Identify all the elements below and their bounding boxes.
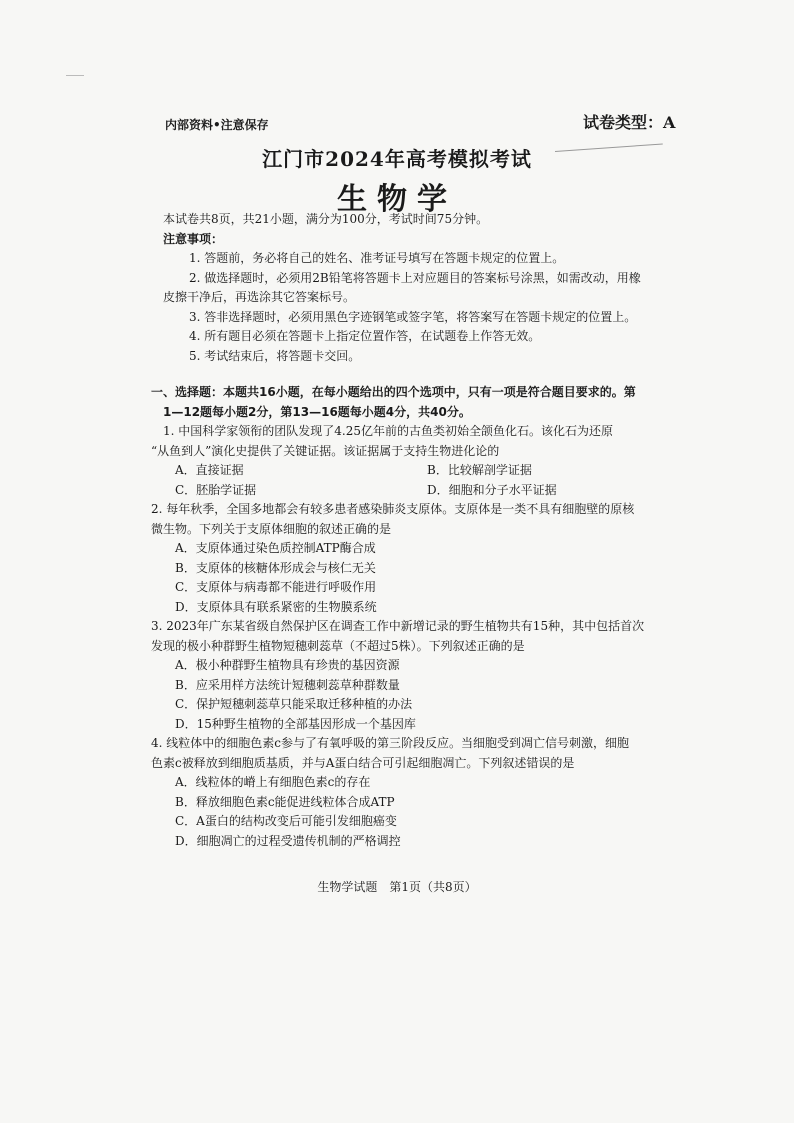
- option-b[interactable]: B．支原体的核糖体形成会与核仁无关: [175, 560, 376, 575]
- question-1: [151, 422, 683, 500]
- scan-artifact-line: [66, 75, 84, 76]
- notice-item: 1. 答题前，务必将自己的姓名、准考证号填写在答题卡规定的位置上。: [189, 251, 565, 265]
- option-d[interactable]: D．支原体具有联系紧密的生物膜系统: [175, 599, 377, 614]
- option-c[interactable]: C．A蛋白的结构改变后可能引发细胞癌变: [175, 814, 397, 828]
- exam-title: 江门市2024年高考模拟考试: [262, 147, 532, 171]
- option-a[interactable]: A．极小种群野生植物具有珍贵的基因资源: [175, 658, 400, 672]
- notice-item: 皮擦干净后，再选涂其它答案标号。: [163, 290, 356, 304]
- section-heading: 1—12题每小题2分，第13—16题每小题4分，共40分。: [163, 404, 471, 419]
- page-footer: 生物学试题 第1页（共8页）: [317, 880, 477, 894]
- notice-item: 3. 答非选择题时，必须用黑色字迹钢笔或签字笔，将答案写在答题卡规定的位置上。: [189, 309, 637, 324]
- question-stem: 2. 每年秋季，全国多地都会有较多患者感染肺炎支原体。支原体是一类不具有细胞壁的原核: [151, 502, 635, 516]
- section-heading: 一、选择题：本题共16小题，在每小题给出的四个选项中，只有一项是符合题目要求的。第: [151, 385, 636, 399]
- option-a[interactable]: A．支原体通过染色质控制ATP酶合成: [175, 541, 376, 555]
- paper-type: 试卷类型：A: [583, 113, 676, 132]
- question-stem: 微生物。下列关于支原体细胞的叙述正确的是: [151, 521, 392, 536]
- option-a[interactable]: A．直接证据: [175, 463, 244, 477]
- option-d[interactable]: D．细胞和分子水平证据: [427, 482, 557, 497]
- question-stem: 3. 2023年广东某省级自然保护区在调查工作中新增记录的野生植物共有15种，其中包括首次: [151, 619, 645, 633]
- option-c[interactable]: C．保护短穗刺蕊草只能采取迁移种植的办法: [175, 697, 413, 711]
- option-b[interactable]: B．释放细胞色素c能促进线粒体合成ATP: [175, 794, 395, 809]
- option-d[interactable]: D．15种野生植物的全部基因形成一个基因库: [175, 716, 416, 731]
- question-4: [151, 734, 683, 851]
- subject-title: 生物学: [337, 182, 457, 217]
- notice-item: 4. 所有题目必须在答题卡上指定位置作答，在试题卷上作答无效。: [189, 329, 541, 343]
- header-confidential: 内部资料•注意保存: [165, 118, 269, 132]
- option-d[interactable]: D．细胞凋亡的过程受遗传机制的严格调控: [175, 833, 401, 848]
- option-b[interactable]: B．应采用样方法统计短穗刺蕊草种群数量: [175, 677, 400, 692]
- exam-body: [151, 210, 683, 851]
- option-c[interactable]: C．胚胎学证据: [175, 482, 257, 497]
- intro-text: 本试卷共8页，共21小题，满分为100分，考试时间75分钟。: [163, 212, 489, 226]
- option-b[interactable]: B．比较解剖学证据: [427, 463, 532, 477]
- question-stem: 1. 中国科学家领衔的团队发现了4.25亿年前的古鱼类初始全颌鱼化石。该化石为还原: [163, 424, 613, 438]
- notice-item: 2. 做选择题时，必须用2B铅笔将答题卡上对应题目的答案标号涂黑，如需改动，用橡: [189, 270, 641, 285]
- option-a[interactable]: A．线粒体的嵴上有细胞色素c的存在: [175, 775, 371, 789]
- question-stem: 发现的极小种群野生植物短穗刺蕊草（不超过5株）。下列叙述正确的是: [151, 638, 525, 653]
- question-2: [151, 500, 683, 617]
- notice-item: 5. 考试结束后，将答题卡交回。: [189, 348, 361, 363]
- notice-heading: 注意事项：: [163, 231, 224, 246]
- question-stem: “从鱼到人”演化史提供了关键证据。该证据属于支持生物进化论的: [151, 443, 500, 458]
- question-stem: 色素c被释放到细胞质基质，并与A蛋白结合可引起细胞凋亡。下列叙述错误的是: [151, 755, 575, 770]
- question-3: [151, 617, 683, 734]
- option-c[interactable]: C．支原体与病毒都不能进行呼吸作用: [175, 580, 377, 594]
- question-stem: 4. 线粒体中的细胞色素c参与了有氧呼吸的第三阶段反应。当细胞受到凋亡信号刺激，细胞: [151, 736, 629, 750]
